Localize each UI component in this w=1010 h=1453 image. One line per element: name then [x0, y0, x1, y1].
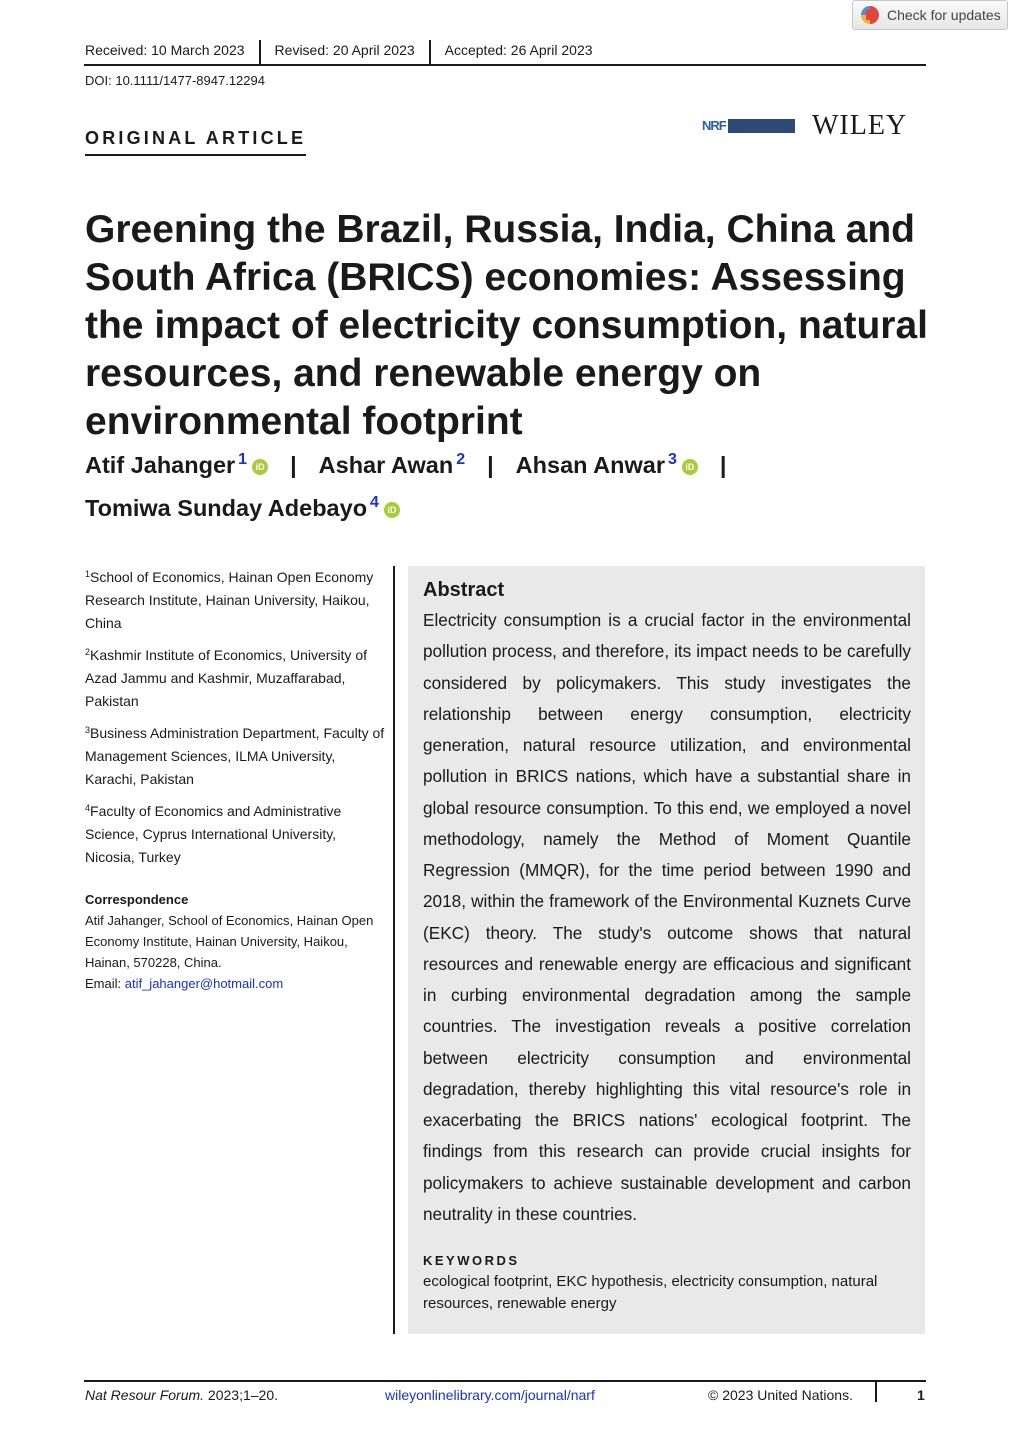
- orcid-icon[interactable]: iD: [252, 459, 268, 475]
- author-separator: |: [719, 452, 727, 478]
- affiliation-text: School of Economics, Hainan Open Economy Research Institute, Hainan University, Haikou, China: [85, 569, 374, 631]
- revised-date: Revised: 20 April 2023: [274, 42, 415, 58]
- correspondence-address: Atif Jahanger, School of Economics, Hainan Open Economy Institute, Hainan University, Haikou, Hainan, 570228, China.: [85, 913, 374, 970]
- keywords-heading: KEYWORDS: [423, 1253, 520, 1268]
- header-rule: [84, 64, 926, 66]
- journal-name: Nat Resour Forum.: [85, 1387, 205, 1403]
- check-for-updates-label: Check for updates: [887, 7, 1001, 23]
- affiliation: [85, 563, 385, 635]
- page-number: 1: [917, 1387, 925, 1403]
- footer-citation: [85, 1387, 278, 1403]
- affiliation-number: 2: [85, 647, 91, 657]
- doi: DOI: 10.1111/1477-8947.12294: [85, 73, 265, 88]
- abstract-heading: Abstract: [423, 579, 505, 601]
- author-name: Atif Jahanger: [85, 452, 236, 478]
- author[interactable]: [319, 452, 465, 478]
- affiliation-text: Faculty of Economics and Administrative Science, Cyprus International University, Nicosia, Turkey: [85, 803, 342, 865]
- affiliation: [85, 719, 385, 791]
- affiliation-ref[interactable]: 4: [370, 494, 379, 511]
- affiliation-number: 3: [85, 725, 91, 735]
- affiliation-number: 1: [85, 569, 91, 579]
- abstract-box: [408, 566, 925, 1334]
- affiliation: [85, 797, 385, 869]
- affiliation-text: Business Administration Department, Faculty of Management Sciences, ILMA University, Karachi, Pakistan: [85, 725, 385, 787]
- correspondence-email: [85, 976, 283, 991]
- correspondence-heading: Correspondence: [85, 892, 189, 907]
- email-link[interactable]: atif_jahanger@hotmail.com: [124, 976, 284, 991]
- accepted-date: Accepted: 26 April 2023: [444, 42, 593, 58]
- nrf-logo-bar: [728, 119, 795, 133]
- article-title: Greening the Brazil, Russia, India, China and South Africa (BRICS) economies: Assessing the impact of electricity consumption, natural resources, and renewable energy on environmental footprint: [85, 208, 928, 443]
- author-list: [85, 441, 935, 527]
- author-name: Ahsan Anwar: [515, 452, 665, 478]
- correspondence-text: [85, 910, 385, 994]
- check-for-updates-button[interactable]: [852, 0, 1008, 30]
- author-separator: |: [290, 452, 297, 478]
- author[interactable]: [85, 495, 400, 521]
- crossmark-icon: [861, 6, 879, 24]
- affiliation-ref[interactable]: 1: [238, 451, 248, 468]
- affiliation-text: Kashmir Institute of Economics, University of Azad Jammu and Kashmir, Muzaffarabad, Pakistan: [85, 647, 368, 709]
- journal-link[interactable]: wileyonlinelibrary.com/journal/narf: [385, 1387, 595, 1403]
- orcid-icon[interactable]: iD: [682, 459, 698, 475]
- email-label: Email:: [85, 976, 125, 991]
- nrf-logo: [702, 119, 795, 133]
- keywords-text: ecological footprint, EKC hypothesis, electricity consumption, natural resources, renewable energy: [423, 1273, 878, 1312]
- author[interactable]: [85, 452, 268, 478]
- author[interactable]: [516, 452, 698, 478]
- citation-info: 2023;1–20.: [204, 1387, 279, 1403]
- affiliation-ref[interactable]: 2: [456, 451, 466, 468]
- article-type: ORIGINAL ARTICLE: [85, 128, 306, 156]
- received-date: Received: 10 March 2023: [85, 42, 245, 58]
- footer-divider: [875, 1380, 877, 1402]
- article-dates: [85, 42, 593, 66]
- author-separator: |: [487, 452, 494, 478]
- author-name: Tomiwa Sunday Adebayo: [85, 495, 368, 521]
- affiliations: [85, 563, 385, 994]
- nrf-logo-text: NRF: [702, 118, 726, 133]
- affiliation: [85, 641, 385, 713]
- abstract-text: Electricity consumption is a crucial factor in the environmental pollution process, and therefore, its impact needs to be carefully considered by policymakers. This study investigates the relationship between energy consumption, electricity generation, natural resource utilization, and environmental pollution in BRICS nations, which have a substantial share in global resource consumption. To this end, we employed a novel methodology, namely the Method of Moment Quantile Regression (MMQR), for the time period between 1990 and 2018, within the framework of the Environmental Kuznets Curve (EKC) theory. The study's outcome shows that natural resources and renewable energy are efficacious and significant in curbing environmental degradation among the sample countries. The investigation reveals a positive correlation between electricity consumption and environmental degradation, thereby highlighting this vital resource's role in exacerbating the BRICS nations' ecological footprint. The findings from this research can provide crucial insights for policymakers to achieve sustainable development and carbon neutrality in these countries.: [423, 610, 911, 1224]
- orcid-icon[interactable]: iD: [384, 502, 400, 518]
- column-divider: [393, 566, 395, 1334]
- copyright: © 2023 United Nations.: [708, 1387, 853, 1403]
- author-name: Ashar Awan: [318, 452, 454, 478]
- affiliation-number: 4: [85, 803, 91, 813]
- wiley-logo: WILEY: [812, 110, 908, 141]
- affiliation-ref[interactable]: 3: [667, 451, 677, 468]
- footer-rule: [84, 1380, 926, 1382]
